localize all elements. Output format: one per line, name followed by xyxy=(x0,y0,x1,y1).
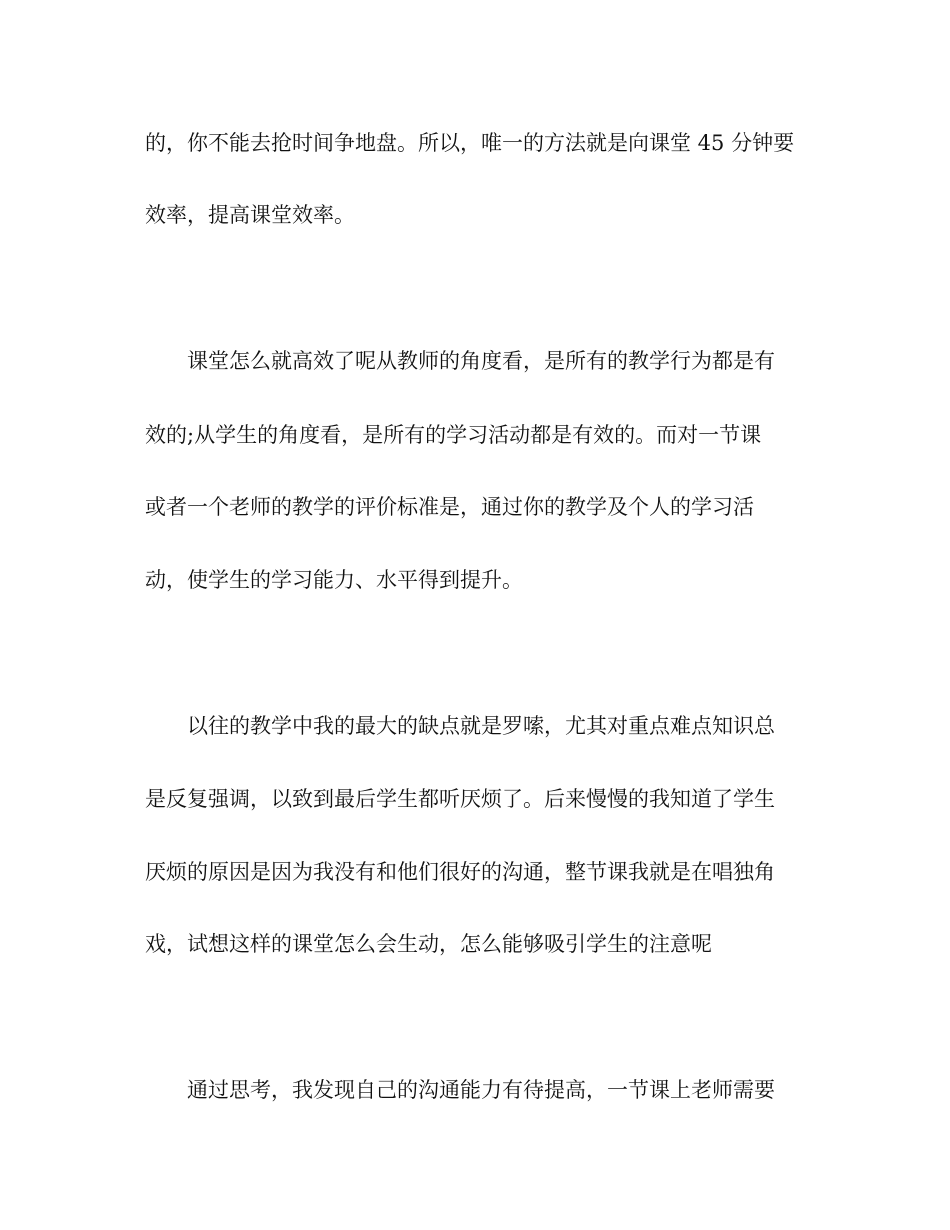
paragraph-1-line-2: 效率，提高课堂效率。 xyxy=(145,203,355,227)
paragraph-2-line-1: 课堂怎么就高效了呢从教师的角度看，是所有的教学行为都是有 xyxy=(187,349,775,373)
paragraph-3-line-3: 厌烦的原因是因为我没有和他们很好的沟通，整节课我就是在唱独角 xyxy=(145,860,775,884)
paragraph-4-line-1: 通过思考，我发现自己的沟通能力有待提高，一节课上老师需要 xyxy=(187,1078,775,1102)
paragraph-1-line-1: 的，你不能去抢时间争地盘。所以，唯一的方法就是向课堂 45 分钟要 xyxy=(145,131,795,155)
paragraph-2-line-2: 效的;从学生的角度看，是所有的学习活动都是有效的。而对一节课 xyxy=(145,423,762,447)
paragraph-2-line-3: 或者一个老师的教学的评价标准是，通过你的教学及个人的学习活 xyxy=(145,495,754,519)
paragraph-3-line-2: 是反复强调，以致到最后学生都听厌烦了。后来慢慢的我知道了学生 xyxy=(145,787,775,811)
paragraph-3-line-4: 戏，试想这样的课堂怎么会生动，怎么能够吸引学生的注意呢 xyxy=(145,932,712,956)
paragraph-2-line-4: 动，使学生的学习能力、水平得到提升。 xyxy=(145,568,523,592)
paragraph-3-line-1: 以往的教学中我的最大的缺点就是罗嗦，尤其对重点难点知识总 xyxy=(187,714,775,738)
